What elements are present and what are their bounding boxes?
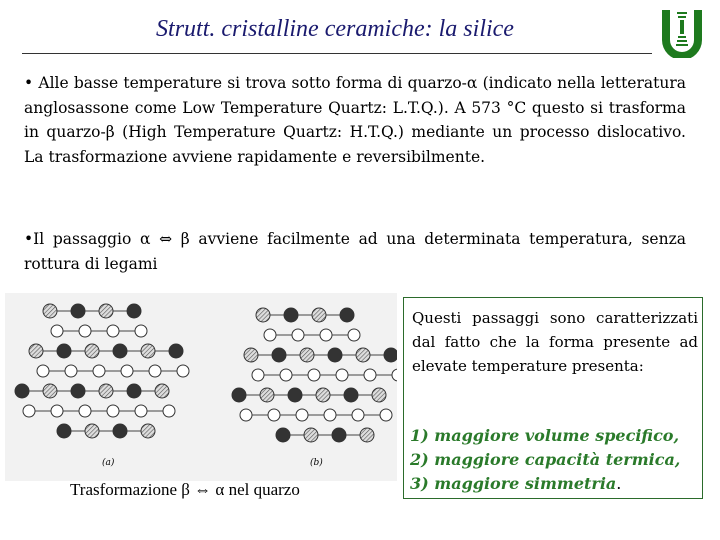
atom [113, 424, 127, 438]
atom [79, 405, 91, 417]
paragraph-transition: •Il passaggio α ⇔ β avviene facilmente ad una determinata temperatura, senza rottura di legami [24, 230, 686, 273]
atom [240, 409, 252, 421]
atom [177, 365, 189, 377]
atom [264, 329, 276, 341]
atom [272, 348, 286, 362]
atom [135, 325, 147, 337]
atom [292, 329, 304, 341]
atom [29, 344, 43, 358]
info-box [403, 297, 703, 499]
quartz-structure-figure [5, 293, 397, 481]
info-text: Questi passaggi sono caratterizzati dal fatto che la forma presente ad elevate temperature presenta: [412, 309, 698, 375]
atom [107, 405, 119, 417]
atom [99, 384, 113, 398]
figure-caption: Trasformazione β ⇔ α nel quarzo [70, 480, 300, 499]
atom [268, 409, 280, 421]
atom [324, 409, 336, 421]
atom [93, 365, 105, 377]
lattice-diagram [5, 293, 397, 481]
atom [288, 388, 302, 402]
atom [320, 329, 332, 341]
atom [71, 384, 85, 398]
label-b: (b) [310, 458, 323, 468]
atom [149, 365, 161, 377]
atom [296, 409, 308, 421]
atom [252, 369, 264, 381]
atom [232, 388, 246, 402]
atom [43, 304, 57, 318]
atom [43, 384, 57, 398]
list-item [410, 472, 680, 496]
atom [99, 304, 113, 318]
atom [244, 348, 258, 362]
paragraph-quartz-alpha: • Alle basse temperature si trova sotto forma di quarzo-α (indicato nella letteratura anglosassone come Low Temperature Quartz: L.T.Q.). A 573 °C questo si trasforma in quarzo-β (High Temperature Quartz: H.T.Q.) mediante un processo dislocativo. La trasformazione avviene rapidamente e reversibilmente. [24, 74, 686, 166]
list-item: 1) maggiore volume specifico, [410, 426, 680, 445]
atom [15, 384, 29, 398]
atom [141, 344, 155, 358]
atom [380, 409, 392, 421]
atom [107, 325, 119, 337]
atom [284, 308, 298, 322]
property-list [410, 424, 680, 496]
label-a: (a) [102, 458, 115, 468]
atom [392, 369, 397, 381]
atom [163, 405, 175, 417]
atom [51, 405, 63, 417]
atom [364, 369, 376, 381]
atom [340, 308, 354, 322]
atom [121, 365, 133, 377]
atom [127, 384, 141, 398]
list-item-end: . [616, 474, 622, 493]
list-item-text: 3) maggiore simmetria [410, 474, 617, 493]
atom [360, 428, 374, 442]
atom [312, 308, 326, 322]
title-divider [22, 53, 652, 54]
atom [384, 348, 397, 362]
atom [127, 304, 141, 318]
atom [85, 424, 99, 438]
atom [304, 428, 318, 442]
list-item: 2) maggiore capacità termica, [410, 450, 681, 469]
atom [316, 388, 330, 402]
atom [344, 388, 358, 402]
atom [332, 428, 346, 442]
atom [37, 365, 49, 377]
atom [71, 304, 85, 318]
atom [23, 405, 35, 417]
atom [280, 369, 292, 381]
slide-title: Strutt. cristalline ceramiche: la silice [156, 16, 514, 42]
atom [348, 329, 360, 341]
atom [79, 325, 91, 337]
atom [51, 325, 63, 337]
atom [169, 344, 183, 358]
atom [300, 348, 314, 362]
atom [155, 384, 169, 398]
university-logo [660, 8, 704, 58]
atom [356, 348, 370, 362]
atom [65, 365, 77, 377]
atom [308, 369, 320, 381]
atom [135, 405, 147, 417]
atom [57, 424, 71, 438]
atom [57, 344, 71, 358]
atom [352, 409, 364, 421]
atom [276, 428, 290, 442]
atom [141, 424, 155, 438]
atom [336, 369, 348, 381]
atom [372, 388, 386, 402]
atom [85, 344, 99, 358]
atom [256, 308, 270, 322]
atom [260, 388, 274, 402]
atom [328, 348, 342, 362]
atom [113, 344, 127, 358]
